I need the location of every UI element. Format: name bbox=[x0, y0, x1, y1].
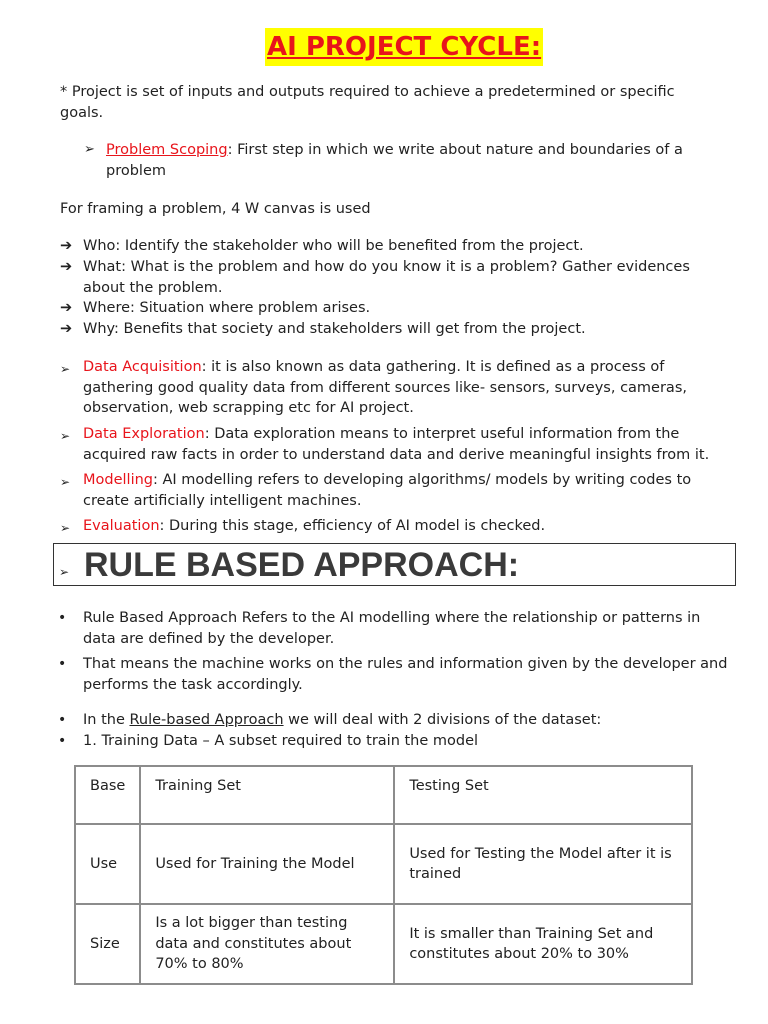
table-cell: Used for Training the Model bbox=[140, 824, 394, 904]
stage-text: : Data exploration means to interpret useful information from the acquired raw facts in order to understand data and derive meaningful insights from it. bbox=[83, 426, 710, 463]
small-arrow-bullet-icon: ➢ bbox=[60, 362, 71, 376]
problem-scoping-text: : First step in which we write about nature and boundaries of a problem bbox=[106, 142, 683, 179]
division-line bbox=[83, 710, 733, 731]
bold-arrow-icon: ➔ bbox=[60, 300, 73, 316]
division-suffix: we will deal with 2 divisions of the dataset: bbox=[283, 712, 602, 728]
small-arrow-bullet-icon: ➢ bbox=[60, 475, 71, 489]
page-title: AI PROJECT CYCLE: bbox=[265, 28, 543, 66]
rule-bullet: Rule Based Approach Refers to the AI modelling where the relationship or patterns in data are defined by the developer. bbox=[83, 610, 701, 647]
stage-text: : During this stage, efficiency of AI model is checked. bbox=[159, 518, 546, 534]
stage-data-acquisition bbox=[83, 357, 723, 419]
small-arrow-bullet-icon: ➢ bbox=[60, 521, 71, 535]
stage-modelling bbox=[83, 470, 733, 511]
table-header-row bbox=[75, 766, 692, 824]
table-header-cell: Base bbox=[75, 766, 140, 824]
bullet-dot-icon: • bbox=[58, 733, 67, 749]
table-cell: Used for Testing the Model after it is trained bbox=[394, 824, 692, 904]
four-w-who: Who: Identify the stakeholder who will be benefited from the project. bbox=[83, 238, 584, 254]
bullet-dot-icon: • bbox=[58, 610, 67, 626]
table-header-cell: Testing Set bbox=[394, 766, 692, 824]
framing-text: For framing a problem, 4 W canvas is used bbox=[60, 201, 371, 217]
hollow-arrow-bullet-icon: ➢ bbox=[84, 142, 95, 157]
stage-term: Modelling bbox=[83, 472, 153, 488]
rule-heading-box bbox=[53, 543, 736, 586]
division-prefix: In the bbox=[83, 712, 130, 728]
intro-text: * Project is set of inputs and outputs required to achieve a predetermined or specific goals. bbox=[60, 84, 675, 121]
bold-arrow-icon: ➔ bbox=[60, 259, 73, 275]
stage-term: Data Exploration bbox=[83, 426, 205, 442]
four-w-what: What: What is the problem and how do you know it is a problem? Gather evidences about the problem. bbox=[83, 259, 690, 296]
table-cell: Use bbox=[75, 824, 140, 904]
table-header-cell: Training Set bbox=[140, 766, 394, 824]
small-arrow-bullet-icon: ➢ bbox=[60, 429, 71, 443]
stage-text: : it is also known as data gathering. It is defined as a process of gathering good quality data from different sources like- sensors, surveys, cameras, observation, web scrapping etc for AI project. bbox=[83, 359, 687, 416]
table-row bbox=[75, 904, 692, 984]
bold-arrow-icon: ➔ bbox=[60, 238, 73, 254]
stage-data-exploration bbox=[83, 424, 743, 465]
rule-bullet: That means the machine works on the rules and information given by the developer and performs the task accordingly. bbox=[83, 656, 728, 693]
stage-evaluation bbox=[83, 516, 733, 537]
rule-based-approach-link[interactable]: Rule-based Approach bbox=[129, 712, 284, 728]
table-cell: Size bbox=[75, 904, 140, 984]
table-cell: It is smaller than Training Set and constitutes about 20% to 30% bbox=[394, 904, 692, 984]
problem-scoping-item bbox=[106, 140, 716, 181]
bullet-dot-icon: • bbox=[58, 656, 67, 672]
dataset-table bbox=[74, 765, 693, 985]
stage-text: : AI modelling refers to developing algorithms/ models by writing codes to create artificially intelligent machines. bbox=[83, 472, 692, 509]
training-line: 1. Training Data – A subset required to train the model bbox=[83, 733, 479, 749]
rule-heading: RULE BASED APPROACH: bbox=[84, 546, 520, 584]
stage-term: Data Acquisition bbox=[83, 359, 202, 375]
table-row bbox=[75, 824, 692, 904]
table-cell: Is a lot bigger than testing data and constitutes about 70% to 80% bbox=[140, 904, 394, 984]
problem-scoping-term: Problem Scoping bbox=[106, 142, 228, 158]
bullet-dot-icon: • bbox=[58, 712, 67, 728]
stage-term: Evaluation bbox=[83, 518, 160, 534]
four-w-why: Why: Benefits that society and stakeholders will get from the project. bbox=[83, 321, 586, 337]
bold-arrow-icon: ➔ bbox=[60, 321, 73, 337]
four-w-where: Where: Situation where problem arises. bbox=[83, 300, 371, 316]
small-arrow-bullet-icon: ➢ bbox=[59, 565, 70, 579]
